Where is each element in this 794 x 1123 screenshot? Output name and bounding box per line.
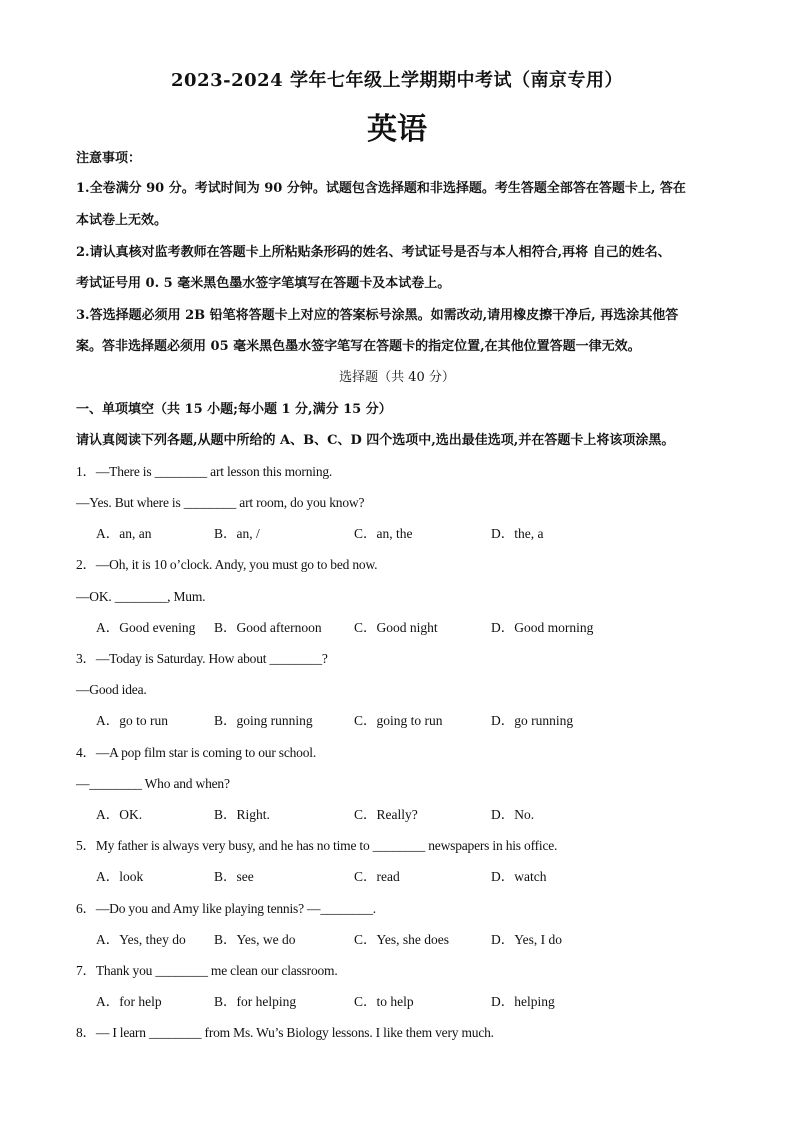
notice-line: 3.答选择题必须用 2B 铅笔将答题卡上对应的答案标号涂黑。如需改动,请用橡皮擦干净后, 再选涂其他答 bbox=[76, 308, 679, 323]
notice-heading: 注意事项： bbox=[76, 151, 142, 166]
option-a: A．go to run bbox=[96, 713, 168, 728]
option-b: B．going running bbox=[214, 713, 313, 728]
notice-line: 本试卷上无效。 bbox=[76, 213, 168, 228]
option-c: C．to help bbox=[354, 994, 414, 1009]
question-reply: —OK. ________, Mum. bbox=[76, 589, 206, 604]
option-c: C．read bbox=[354, 869, 400, 884]
part-heading: 一、单项填空（共 15 小题;每小题 1 分,满分 15 分） bbox=[76, 402, 392, 417]
subject-title: 英语 bbox=[367, 112, 427, 147]
option-d: D．watch bbox=[491, 869, 547, 884]
question-stem: 5．My father is always very busy, and he has no time to ________ newspapers in his office. bbox=[76, 838, 558, 853]
option-c: C．Yes, she does bbox=[354, 932, 450, 947]
exam-title: 2023-2024 学年七年级上学期期中考试（南京专用） bbox=[171, 70, 623, 91]
option-d: D．Good morning bbox=[491, 620, 594, 635]
option-a: A．look bbox=[96, 869, 144, 884]
option-d: D．go running bbox=[491, 713, 574, 728]
option-b: B．for helping bbox=[214, 994, 297, 1009]
part-instruction: 请认真阅读下列各题,从题中所给的 A、B、C、D 四个选项中,选出最佳选项,并在答题卡上将该项涂黑。 bbox=[76, 433, 675, 448]
option-c: C．an, the bbox=[354, 526, 413, 541]
option-c: C．going to run bbox=[354, 713, 443, 728]
option-b: B．Good afternoon bbox=[214, 620, 322, 635]
option-d: D．No. bbox=[491, 807, 535, 822]
option-a: A．Yes, they do bbox=[96, 932, 186, 947]
question-stem: 1．—There is ________ art lesson this morning. bbox=[76, 464, 333, 479]
question-stem: 4．—A pop film star is coming to our school. bbox=[76, 745, 317, 760]
option-b: B．Yes, we do bbox=[214, 932, 296, 947]
option-b: B．Right. bbox=[214, 807, 270, 822]
option-a: A．Good evening bbox=[96, 620, 196, 635]
notice-line: 2.请认真核对监考教师在答题卡上所粘贴条形码的姓名、考试证号是否与本人相符合,再将 自己的姓名、 bbox=[76, 245, 671, 260]
notice-line: 案。答非选择题必须用 05 毫米黑色墨水签字笔写在答题卡的指定位置,在其他位置答题一律无效。 bbox=[76, 339, 641, 354]
notice-line: 考试证号用 0. 5 毫米黑色墨水签字笔填写在答题卡及本试卷上。 bbox=[76, 276, 451, 291]
question-reply: —Yes. But where is ________ art room, do you know? bbox=[76, 495, 365, 510]
option-c: C．Really? bbox=[354, 807, 418, 822]
option-d: D．Yes, I do bbox=[491, 932, 563, 947]
question-stem: 8．— I learn ________ from Ms. Wu’s Biology lessons. I like them very much. bbox=[76, 1025, 494, 1040]
section-title: 选择题（共 40 分） bbox=[339, 370, 455, 385]
question-stem: 6．—Do you and Amy like playing tennis? —________. bbox=[76, 901, 376, 916]
option-a: A．an, an bbox=[96, 526, 152, 541]
option-b: B．see bbox=[214, 869, 254, 884]
question-stem: 2．—Oh, it is 10 o’clock. Andy, you must go to bed now. bbox=[76, 557, 378, 572]
question-reply: —Good idea. bbox=[76, 682, 147, 697]
option-d: D．helping bbox=[491, 994, 555, 1009]
question-reply: —________ Who and when? bbox=[76, 776, 230, 791]
notice-line: 1.全卷满分 90 分。考试时间为 90 分钟。试题包含选择题和非选择题。考生答题全部答在答题卡上, 答在 bbox=[76, 181, 686, 196]
option-d: D．the, a bbox=[491, 526, 544, 541]
option-b: B．an, / bbox=[214, 526, 260, 541]
option-a: A．OK. bbox=[96, 807, 143, 822]
option-c: C．Good night bbox=[354, 620, 438, 635]
question-stem: 3．—Today is Saturday. How about ________? bbox=[76, 651, 328, 666]
option-a: A．for help bbox=[96, 994, 162, 1009]
question-stem: 7．Thank you ________ me clean our classroom. bbox=[76, 963, 338, 978]
